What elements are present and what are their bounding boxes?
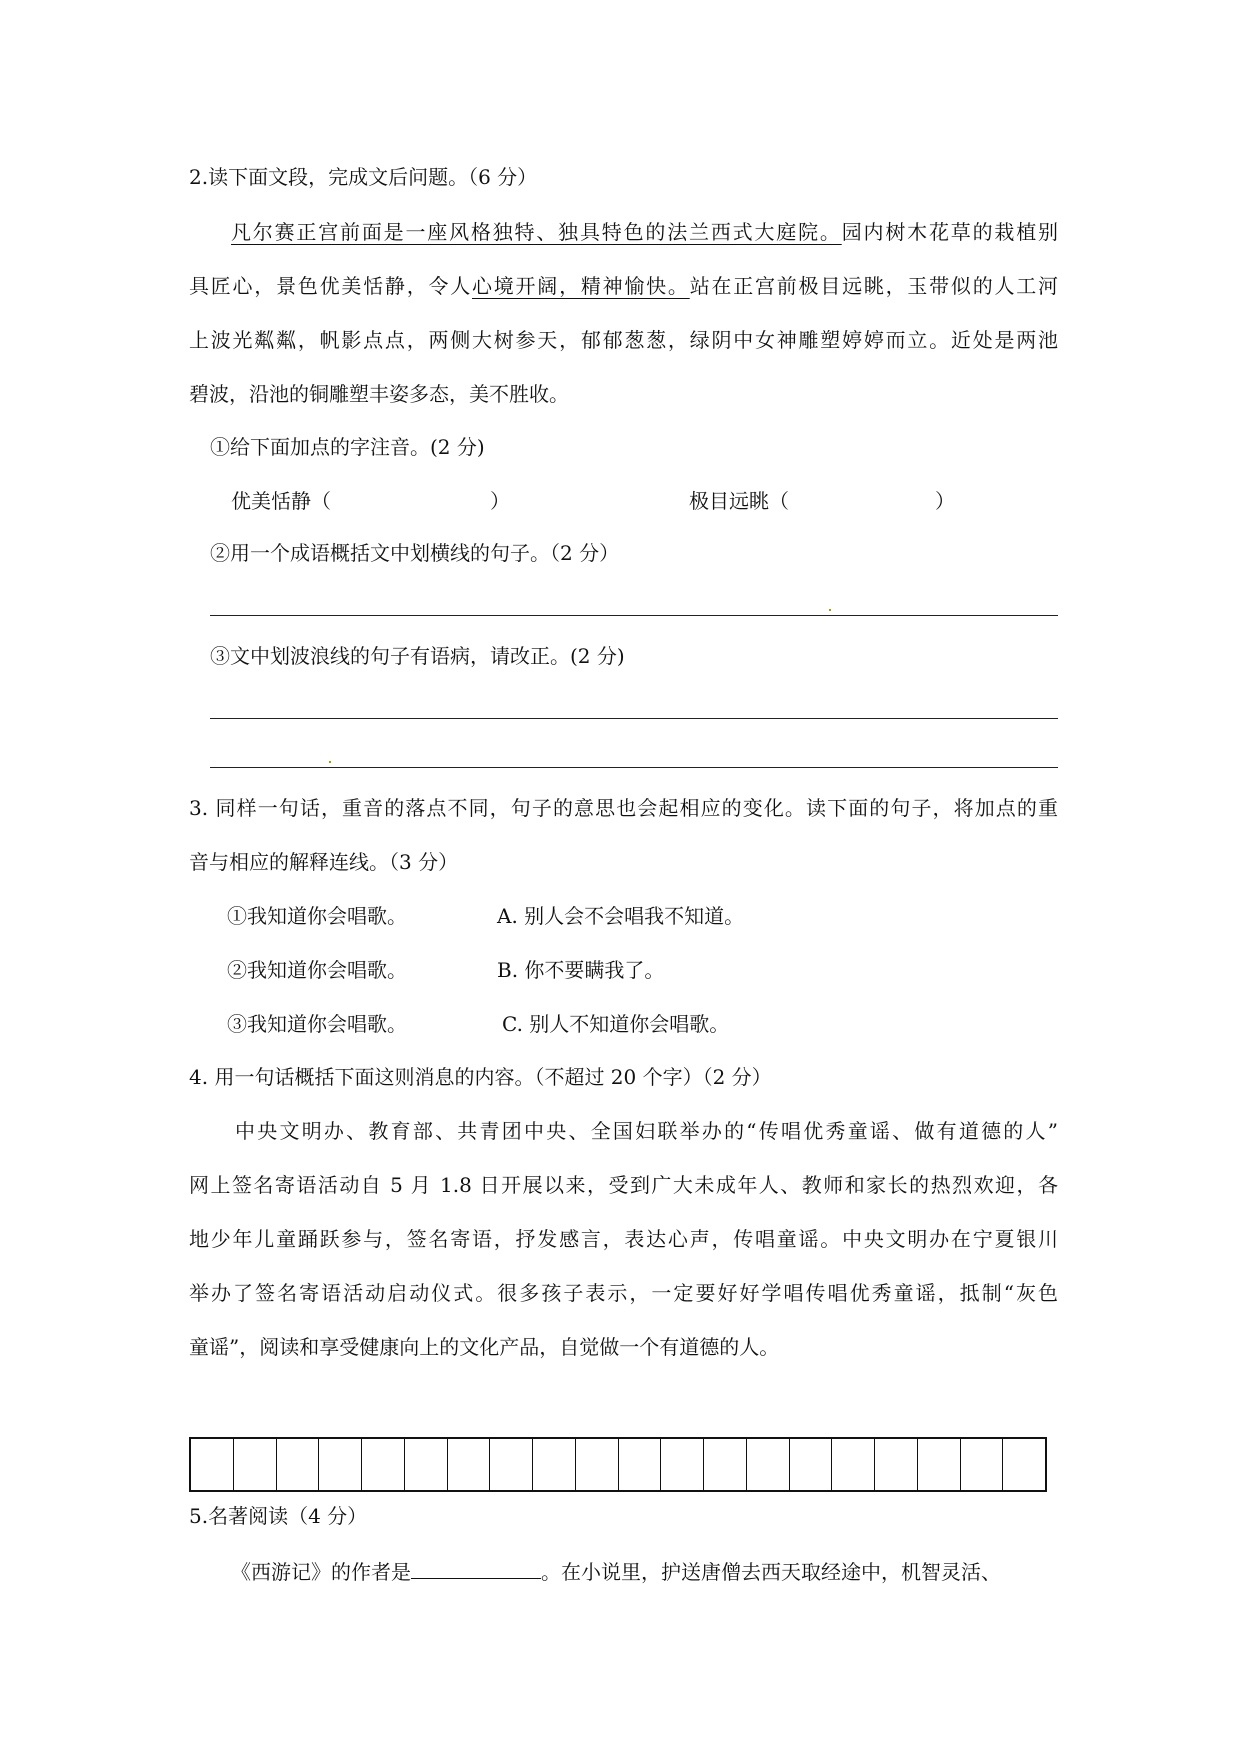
q2-sub2-prompt: ②用一个成语概括文中划横线的句子。（2 分） [210,541,620,565]
speck [829,609,831,611]
q2-para-line-2: 具匠心，景色优美恬静，令人心境开阔，精神愉快。站在正宫前极目远眺，玉带似的人工河 [189,274,1059,298]
grid-cell[interactable] [704,1439,747,1490]
q2-pinyin-item-2-close: ） [935,489,955,513]
grid-cell[interactable] [747,1439,790,1490]
q3-meaning-c: C. 别人不知道你会唱歌。 [502,1012,730,1036]
grid-cell[interactable] [319,1439,362,1490]
q4-news-line-1: 中央文明办、教育部、共青团中央、全国妇联举办的“传唱优秀童谣、做有道德的人” [235,1119,1058,1143]
answer-line-3[interactable] [210,767,1058,768]
grid-cell[interactable] [362,1439,405,1490]
q3-sentence-3: ③我知道你会唱歌。 [227,1012,407,1036]
grid-cell[interactable] [405,1439,448,1490]
answer-line-1[interactable] [210,615,1058,616]
q2-sub1-prompt: ①给下面加点的字注音。(2 分) [210,435,485,459]
author-blank[interactable] [411,1560,541,1579]
grid-cell[interactable] [790,1439,833,1490]
q3-meaning-b: B. 你不要瞒我了。 [497,958,665,982]
grid-cell[interactable] [234,1439,277,1490]
grid-cell[interactable] [448,1439,491,1490]
q2-para-line-4: 碧波，沿池的铜雕塑丰姿多态，美不胜收。 [189,382,569,406]
q3-title-line-1: 3. 同样一句话，重音的落点不同，句子的意思也会起相应的变化。读下面的句子，将加点的重 [189,796,1058,820]
q4-news-line-2: 网上签名寄语活动自 5 月 1.8 日开展以来，受到广大未成年人、教师和家长的热烈欢迎，各 [189,1173,1058,1197]
grid-cell[interactable] [533,1439,576,1490]
grid-cell[interactable] [191,1439,234,1490]
q4-news-line-3: 地少年儿童踊跃参与，签名寄语，抒发感言，表达心声，传唱童谣。中央文明办在宁夏银川 [189,1227,1058,1251]
grid-cell[interactable] [875,1439,918,1490]
grid-cell[interactable] [832,1439,875,1490]
q5-title: 5.名著阅读（4 分） [189,1504,368,1528]
q2-para-line-3: 上波光粼粼，帆影点点，两侧大树参天，郁郁葱葱，绿阴中女神雕塑婷婷而立。近处是两池 [189,328,1058,352]
q3-sentence-2: ②我知道你会唱歌。 [227,958,407,982]
q4-news-line-5: 童谣”，阅读和享受健康向上的文化产品，自觉做一个有道德的人。 [189,1335,780,1359]
grid-cell[interactable] [661,1439,704,1490]
grid-cell[interactable] [619,1439,662,1490]
answer-character-grid[interactable] [189,1437,1047,1492]
q4-title: 4. 用一句话概括下面这则消息的内容。（不超过 20 个字）（2 分） [189,1065,772,1089]
q2-underlined-sentence-1: 凡尔赛正宫前面是一座风格独特、独具特色的法兰西式大庭院。 [231,220,842,244]
q2-title: 2.读下面文段，完成文后问题。（6 分） [189,165,538,189]
grid-cell[interactable] [1003,1439,1045,1490]
q5-line-1: 《西游记》的作者是 。在小说里，护送唐僧去西天取经途中，机智灵活、 [231,1560,1001,1584]
q3-meaning-a: A. 别人会不会唱我不知道。 [497,904,745,928]
grid-cell[interactable] [961,1439,1004,1490]
grid-cell[interactable] [576,1439,619,1490]
speck [329,761,331,763]
q4-news-line-4: 举办了签名寄语活动启动仪式。很多孩子表示，一定要好好学唱传唱优秀童谣，抵制“灰色 [189,1281,1058,1305]
q2-pinyin-item-1-close: ） [490,489,510,513]
grid-cell[interactable] [490,1439,533,1490]
q3-title-line-2: 音与相应的解释连线。（3 分） [189,850,459,874]
q3-sentence-1: ①我知道你会唱歌。 [227,904,407,928]
grid-cell[interactable] [277,1439,320,1490]
q2-para-line-1: 凡尔赛正宫前面是一座风格独特、独具特色的法兰西式大庭院。园内树木花草的栽植别 [231,220,1059,244]
grid-cell[interactable] [918,1439,961,1490]
q2-pinyin-item-1: 优美恬静（ [231,489,331,513]
q2-pinyin-item-2: 极目远眺（ [689,489,789,513]
q2-sub3-prompt: ③文中划波浪线的句子有语病，请改正。(2 分) [210,644,625,668]
q2-underlined-sentence-2: 心境开阔，精神愉快。 [472,274,690,298]
answer-line-2[interactable] [210,718,1058,719]
